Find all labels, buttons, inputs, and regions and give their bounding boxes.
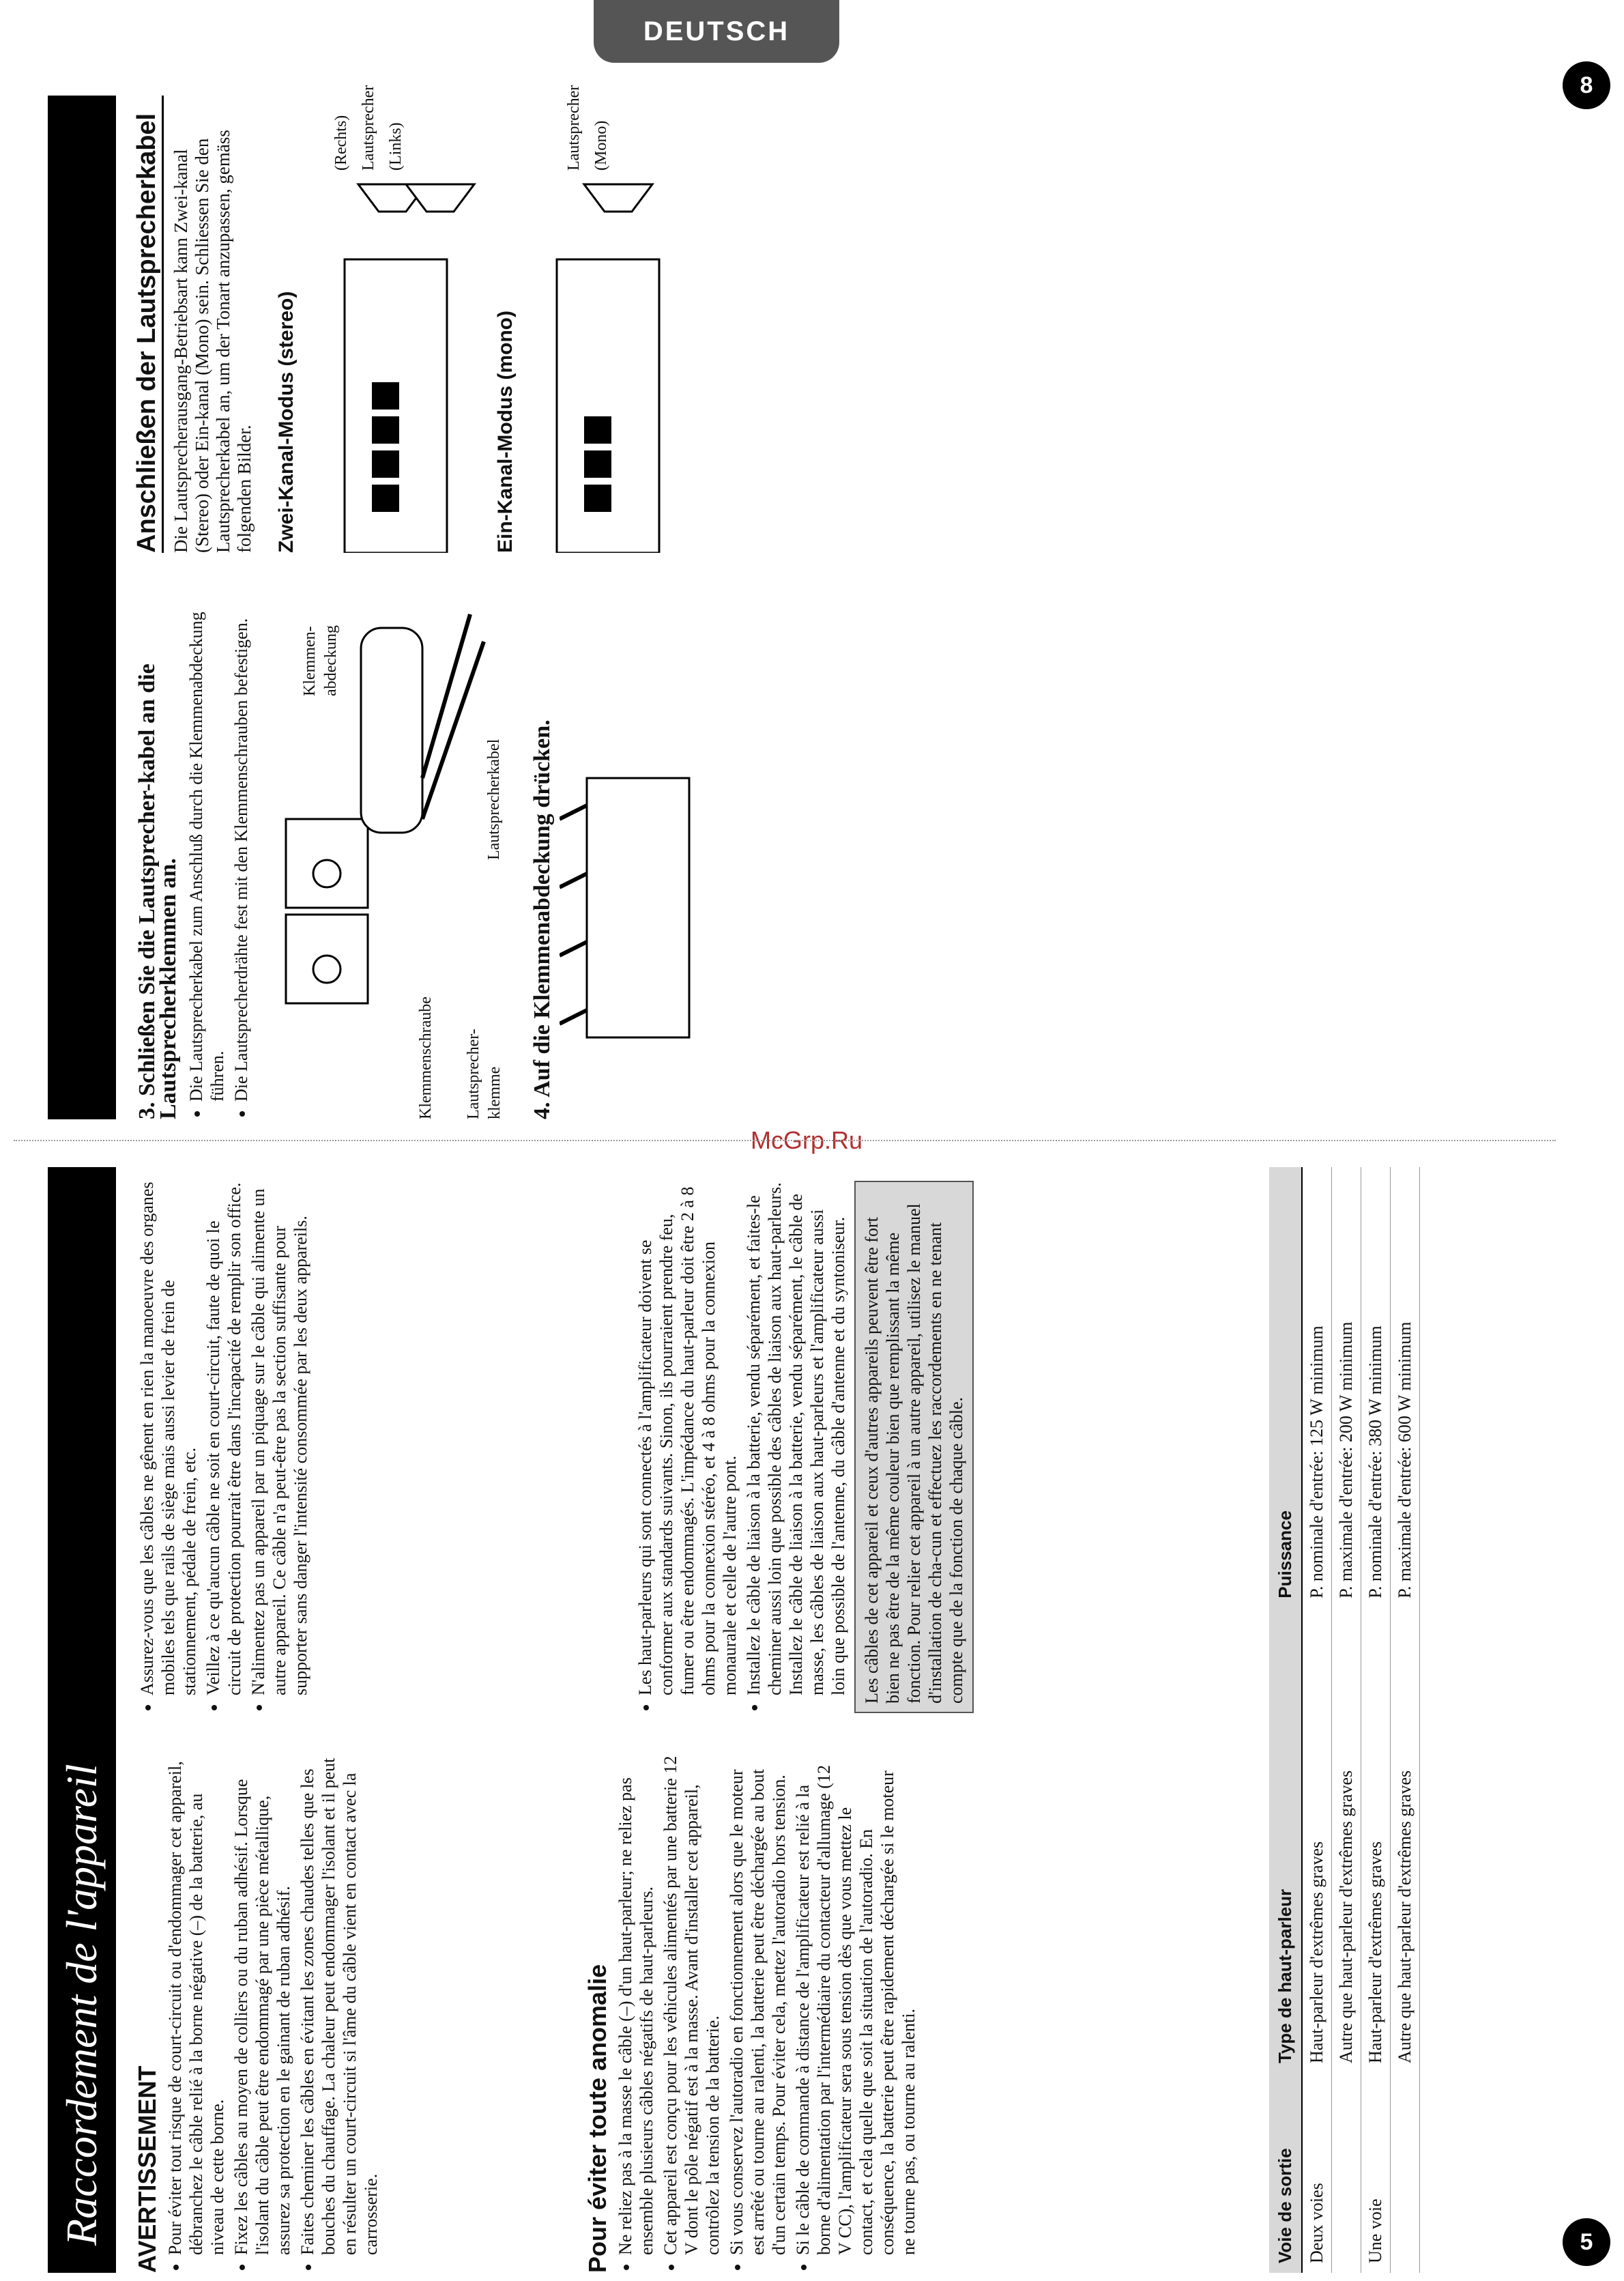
mono-diagram: [523, 85, 686, 553]
stereo-diagram: [304, 85, 481, 553]
table-cell: Deux voies: [1302, 2073, 1332, 2273]
label-links: (Links): [387, 122, 405, 171]
table-row: [1361, 1167, 1391, 2273]
watermark: McGrp.Ru: [751, 1126, 863, 1154]
anom-column-2: [635, 1181, 974, 1713]
avert-column: [133, 1754, 384, 2273]
list-item: • Veillez à ce qu'aucun câble ne soit en court-circuit, faute de quoi le circuit de protection pourrait être dans l'incapacité de remplir son office.: [203, 1181, 245, 1695]
black-banner: [48, 96, 116, 1119]
list-item: • Die Lautsprecherdrähte fest mit den Klemmenschrauben befestigen.: [231, 587, 252, 1102]
avert-list: [164, 1754, 381, 2273]
anom-heading: Pour éviter toute anomalie: [583, 1964, 611, 2273]
list-item: • Faites cheminer les câbles en évitant les zones chaudes telles que les bouches du chauffage. La chaleur peut endommager l'isolant et il peut en résulter un court-circuit si l'âme du câble vient en contact avec la carrosserie.: [297, 1754, 381, 2255]
table-row: [1302, 1167, 1332, 2273]
section-heading: Anschließen der Lautsprecherkabel: [136, 96, 164, 553]
shaded-note-text: Les câbles de cet appareil et ceux d'autres appareils peuvent être fort bien ne pas être de la même couleur bien que remplissant la même fonction. Pour relier cet appareil à un autre appareil, utilisez le manuel d'installation de cha-cun et effectuez les raccordements en ne tenant compte que de la fonction de chaque câble.: [862, 1203, 966, 1704]
french-page: [48, 1167, 1549, 2273]
label-lautsprecherklemme: Lautsprecher-klemme: [465, 1029, 504, 1119]
anom-list: [615, 1754, 919, 2273]
step-title: Schließen Sie die Lautsprecher-kabel an die Lautsprecherklemmen an.: [134, 663, 181, 1119]
language-tab: DEUTSCH: [594, 0, 839, 63]
table-cell: Haut-parleur d'extrêmes graves: [1302, 1608, 1332, 2073]
step3-column: [136, 587, 737, 1119]
table-cell: Une voie: [1361, 2073, 1391, 2273]
list-item: • Fixez les câbles au moyen de colliers ou du ruban adhésif. Lorsque l'isolant du câble peut être endommagé par une pièce métallique, assurez sa protection en le gainant de ruban adhésif.: [231, 1754, 294, 2255]
step4-heading: [532, 587, 553, 1119]
label-rechts: (Rechts): [332, 115, 350, 171]
speaker-table-wrap: [1269, 1167, 1420, 2273]
table-cell: Haut-parleur d'extrêmes graves: [1361, 1608, 1391, 2073]
avert-list-2: [136, 1181, 311, 1713]
mono-heading: Ein-Kanal-Modus (mono): [494, 311, 517, 553]
step-number: 3.: [134, 1102, 160, 1119]
section-column: [132, 85, 686, 553]
list-item: • Les haut-parleurs qui sont connectés à l'amplificateur doivent se conformer aux standards suivants. Sinon, ils pourraient prendre feu, fumer ou être endommagés. L'impédance du haut-parleur doit être 2 à 8 ohms pour la connexion stéréo, et 4 à 8 ohms pour la connexion monaurale et celle de l'autre pont.: [635, 1181, 740, 1695]
table-row: [1332, 1167, 1361, 2273]
step3-heading: [136, 587, 179, 1119]
stereo-heading: Zwei-Kanal-Modus (stereo): [275, 291, 298, 553]
table-cell: Autre que haut-parleur d'extrêmes graves: [1332, 1608, 1361, 2073]
list-item: • Assurez-vous que les câbles ne gênent en rien la manoeuvre des organes mobiles tels que rails de siège mais aussi levier de frein de stationnement, pédale de frein, etc.: [136, 1181, 200, 1695]
table-header: Voie de sortie: [1269, 2073, 1302, 2273]
page-title: Raccordement de l'appareil: [48, 1167, 116, 2273]
shaded-note: [854, 1181, 974, 1713]
list-item: • Ne reliez pas à la masse le câble (–) d'un haut-parleur; ne reliez pas ensemble plusieurs câbles négatifs de haut-parleurs.: [615, 1754, 657, 2255]
german-page: [48, 85, 1549, 1119]
label-klemmenschraube: Klemmenschraube: [417, 996, 435, 1119]
table-cell: P. maximale d'entrée: 200 W minimum: [1332, 1167, 1361, 1608]
cover-diagram: [560, 642, 737, 1119]
anom-column: [583, 1754, 922, 2273]
table-header: Type de haut-parleur: [1269, 1608, 1302, 2073]
anom-list-2: [635, 1181, 849, 1713]
section-body: Die Lautsprecherausgang-Betriebsart kann Zwei-kanal (Stereo) oder Ein-kanal (Mono) sein. Schliessen Sie den Lautsprecherkabel an, um der Tonart anzupassen, gemäss folgenden Bilder.: [171, 130, 255, 553]
table-header: Puissance: [1269, 1167, 1302, 1608]
table-header-row: [1269, 1167, 1302, 2273]
list-item: • N'alimentez pas un appareil par un piquage sur le câble qui alimente un autre appareil. Ce câble n'a peut-être pas la section suffisante pour supporter sans danger l'intensité consommée par les deux appareils.: [248, 1181, 311, 1695]
table-cell: P. nominale d'entrée: 380 W minimum: [1361, 1167, 1391, 1608]
label-lautsprecher: Lautsprecher: [360, 85, 377, 171]
speaker-table: [1269, 1167, 1420, 2273]
table-cell: [1332, 2073, 1361, 2273]
terminal-diagram: [259, 601, 518, 1119]
avert-heading: AVERTISSEMENT: [133, 2065, 161, 2273]
list-item: • Si vous conservez l'autoradio en fonctionnement alors que le moteur est arrêté ou tourne au ralenti, la batterie peut être déchargée au bout d'un certain temps. Pour éviter cela, mettez l'autoradio hors tension.: [726, 1754, 789, 2255]
list-item: • Die Lautsprecherkabel zum Anschluß durch die Klemmenabdeckung führen.: [186, 587, 228, 1102]
table-cell: P. nominale d'entrée: 125 W minimum: [1302, 1167, 1332, 1608]
table-cell: [1391, 2073, 1420, 2273]
step3-list: [186, 587, 252, 1119]
step-number: 4.: [530, 1102, 555, 1119]
table-cell: P. maximale d'entrée: 600 W minimum: [1391, 1167, 1420, 1608]
table-row: [1391, 1167, 1420, 2273]
label-mono: (Mono): [592, 120, 610, 171]
cover-illustration: [560, 642, 737, 1119]
list-item: • Si le câble de commande à distance de l'amplificateur est relié à la borne d'alimentation par l'intermédiaire du contacteur d'allumage (12 V CC), l'amplificateur sera sous tension dès que vous mettez le contact, et cela quelle que soit la situation de l'autoradio. En conséquence, la batterie peut être rapidement déchargée si le moteur ne tourne pas, ou tourne au ralenti.: [792, 1754, 919, 2255]
step-title: Auf die Klemmenabdeckung drücken.: [530, 719, 555, 1098]
table-cell: Autre que haut-parleur d'extrêmes graves: [1391, 1608, 1420, 2073]
page-number-left: 5: [1563, 2218, 1610, 2266]
page-number-right: 8: [1563, 61, 1610, 109]
label-lautsprecherkabel: Lautsprecherkabel: [485, 738, 503, 860]
list-item: • Pour éviter tout risque de court-circuit ou d'endommager cet appareil, débranchez le câble relié à la borne négative (–) de la batterie, au niveau de cette borne.: [164, 1754, 228, 2255]
label-klemmenabdeckung: Klemmen-abdeckung: [301, 625, 340, 696]
list-item: • Cet appareil est conçu pour les véhicules alimentés par une batterie 12 V dont le pôle négatif est à la masse. Avant d'installer cet appareil, contrôlez la tension de la batterie.: [660, 1754, 723, 2255]
page-divider: [14, 1140, 1556, 1141]
avert-column-2: [136, 1181, 314, 1713]
label-lautsprecher-mono: Lautsprecher: [565, 85, 583, 171]
list-item: • Installez le câble de liaison à la batterie, vendu séparément, et faites-le cheminer aussi loin que possible des câbles de liaison aux haut-parleurs. Installez le câble de liaison à la batterie, vendu séparément, le câble de masse, les câbles de liaison aux haut-parleurs et l'amplificateur aussi loin que possible de l'antenne, du câble d'antenne et du syntoniseur.: [743, 1181, 849, 1695]
